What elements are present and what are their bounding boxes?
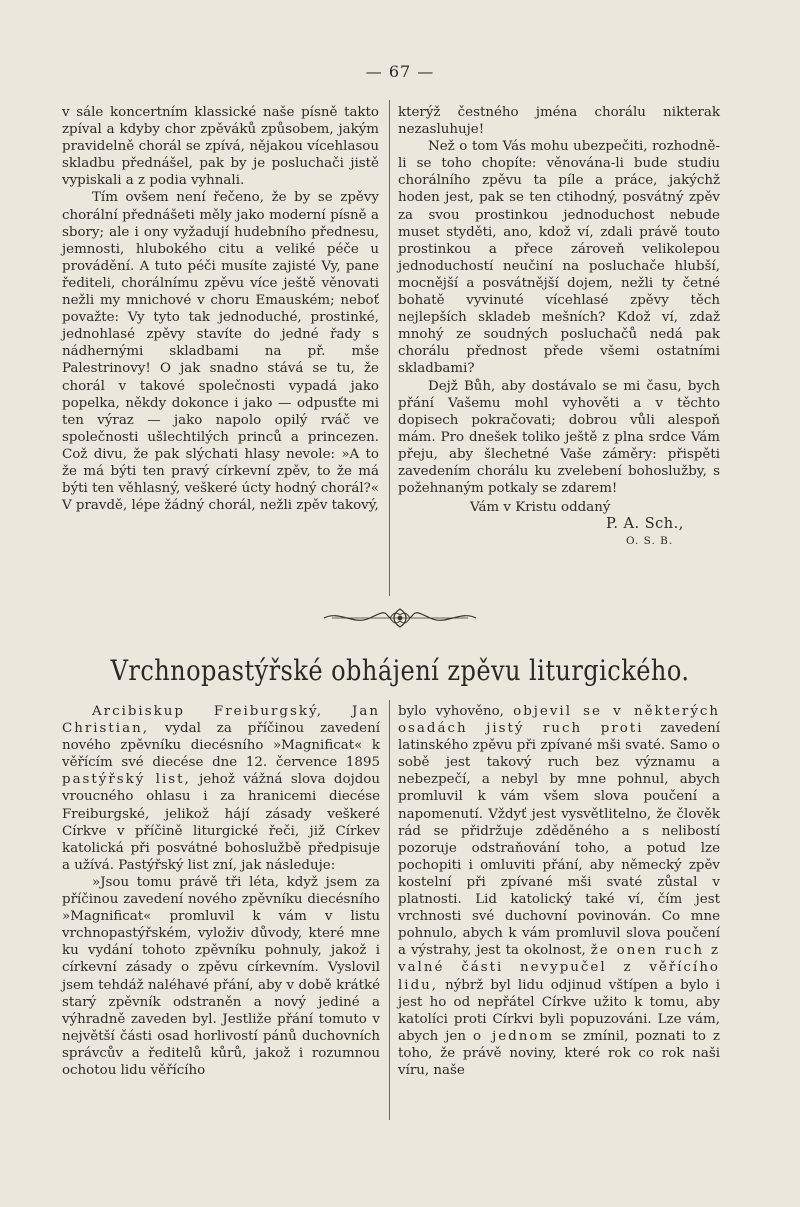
column-left-bottom — [62, 703, 380, 1079]
column-right-top — [398, 104, 720, 550]
letter-closing — [398, 499, 720, 550]
text-span: vydal za příčinou zavedení nového zpěvníku diecésního »Magnificat« k věřícím své diecése dne 12. července 1895 — [62, 721, 380, 771]
spaced-phrase: pastýřský list, — [62, 772, 191, 788]
section-divider-ornament — [320, 606, 480, 630]
text-span: jehož vážná slova dojdou vroucného ohlasu i za hranicemi diecése Freiburgské, jelikož hájí zásady veškeré Církve v příčině liturgické řeči, již Církev katolická při posvátné bohoslužbě předpisuje a užívá. Pastýřský list zní, jak následuje: — [62, 772, 380, 873]
paragraph: Tím ovšem není řečeno, že by se zpěvy chorální přednášeti měly jako moderní písně a sbory; ale i ony vyžadují hudebního přednesu, jemnosti, hlubokého citu a veliké péče u provádění. A tuto péči musíte zajisté Vy, pane řediteli, chorálnímu zpěvu více ještě věnovati nežli my mnichové v choru Emauském; neboť považte: Vy tyto tak jednoduché, prostinké, jednohlasé zpěvy stavíte do jedné řady s nádhernými skladbami na př. mše Palestrinovy! O jak snadno stává se tu, že chorál v takové společnosti vypadá jako popelka, někdy dokonce i jako — odpusťte mi ten výraz — jako napolo opilý rváč ve společnosti ušlechtilých princů a princezen. Což divu, že pak slýchati hlasy nevole: »A to že má býti ten pravý církevní zpěv, to že má býti ten věhlasný, veškeré úcty hodný chorál?« V pravdě, lépe žádný chorál, nežli zpěv takový, — [62, 190, 379, 514]
religious-order: O. S. B. — [626, 535, 674, 548]
signature: P. A. Sch., — [606, 516, 684, 533]
column-right-bottom — [398, 703, 720, 1079]
text-span: zavedení latinského zpěvu při zpívané mši svaté. Samo o sobě jest takový ruch bez významu a nebezpečí, a nebyl by mne pohnul, abych promluvil k vám všem slova poučení a napomenutí. Vždyť jest vysvětlitelno, že člověk rád se přidržuje zděděného a s nelibostí pozoruje odstraňování toho, a potud lze pochopiti i omluviti přání, aby německý zpěv kostelní při zpívané mši svaté zůstal v platnosti. Lid katolický také ví, čím jest vrchnosti své duchovní povinován. Co mne pohnulo, abych k vám promluvil slova poučení a výstrahy, jest ta okolnost, — [398, 721, 721, 959]
spaced-phrase: že onen ruch z valné části nevypučel z věřícího lidu, — [398, 943, 721, 993]
column-divider-top — [389, 100, 390, 596]
text-span: se zmínil, poznati to z toho, že právě noviny, které rok co rok naši víru, naše — [398, 1028, 720, 1078]
paragraph: kterýž čestného jména chorálu nikterak nezasluhuje! — [398, 105, 720, 138]
page-number: — 67 — — [365, 62, 435, 81]
spaced-name: Arcibiskup Freiburgský, Jan Christian, — [62, 704, 380, 737]
spaced-phrase: objevil se v některých osadách jistý ruch proti — [398, 704, 721, 737]
column-left-top — [62, 104, 379, 514]
column-divider-bottom — [389, 700, 390, 1120]
paragraph: Dejž Bůh, aby dostávalo se mi času, bych přání Vašemu mohl vyhověti a v těchto dopisech pokračovati; dobrou vůli alespoň mám. Pro dnešek toliko ještě z plna srdce Vám přeju, aby šlechetné Vaše záměry: přispěti zavedením chorálu ku zvelebení bohoslužby, s požehnaným potkaly se zdarem! — [398, 378, 720, 497]
paragraph — [62, 703, 380, 874]
paragraph — [398, 703, 720, 1079]
spaced-phrase: o jednom — [473, 1028, 555, 1044]
paragraph: »Jsou tomu právě tři léta, když jsem za příčinou zavedení nového zpěvníku diecésního »Magnificat« promluvil k vám v listu vrchnopastýřském, vyloživ důvody, které mne ku vydání tohoto zpěvníku pohnuly, jakož i církevní zásady o zpěvu církevním. Vyslovil jsem tehdáž naléhavé přání, aby v době krátké starý zpěvník odstraněn a nový jediné a výhradně zaveden byl. Jestliže přání tomuto v největší části osad horlivostí pánů duchovních správcův a ředitelů kůrů, jakož i rozumnou ochotou lidu věřícího — [62, 874, 380, 1078]
article-heading: Vrchnopastýřské obhájení zpěvu liturgického. — [110, 654, 690, 687]
paragraph: Než o tom Vás mohu ubezpečiti, rozhodně-li se toho chopíte: věnována-li bude studiu chorálního zpěvu ta píle a práce, jakýchž hoden jest, pak se ten ctihodný, posvátný zpěv za svou prostinkou jednoduchost nebude muset styděti, ano, kdož ví, zdali právě touto prostinkou a přece zároveň velikolepou jednoduchostí neučiní na posluchače hlubší, mocnější a posvátnější dojem, nežli ty četné bohatě vyvinuté vícehlasé zpěvy těch nejlepších skladeb mešních? Kdož ví, zdaž mnohý ze soudných posluchačů nedá pak chorálu přednost přede všemi ostatními skladbami? — [398, 139, 720, 377]
text-span: bylo vyhověno, — [398, 704, 514, 719]
paragraph: v sále koncertním klassické naše písně takto zpíval a kdyby chor zpěváků způsobem, jakým pravidelně chorál se zpívá, nějakou vícehlasou skladbu přednášel, pak by je posluchači jistě vypiskali a z podia vyhnali. — [62, 105, 379, 189]
text-span: nýbrž byl lidu odjinud vštípen a bylo i jest ho od nepřátel Církve užito k tomu, aby katolíci proti Církvi byli popuzováni. Lze vám, abych jen — [398, 977, 720, 1044]
closing-line: Vám v Kristu oddaný — [470, 500, 611, 516]
